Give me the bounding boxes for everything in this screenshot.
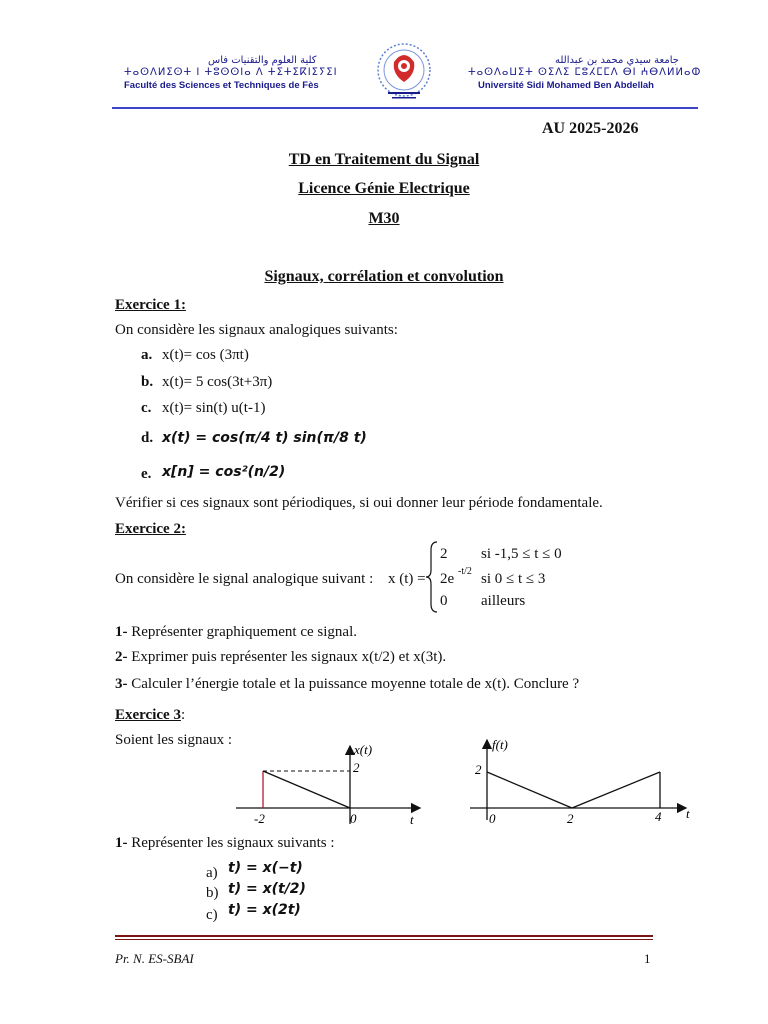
ex3-sub-formula: t) = x(2t) xyxy=(228,902,301,918)
ex2-question-num: 2- xyxy=(115,649,128,665)
footer-author: Pr. N. ES-SBAI xyxy=(115,951,194,966)
ex2-brace-icon xyxy=(425,540,439,614)
ex2-case-value: 0 xyxy=(440,593,448,609)
ex1-item-label: b. xyxy=(141,374,154,390)
ex1-item-label: a. xyxy=(141,347,153,363)
ex1-item-label: d. xyxy=(141,430,154,446)
ex3-sub-formula: t) = x(−t) xyxy=(228,860,303,876)
graph-xt-ytick: 2 xyxy=(353,760,360,775)
document-title: TD en Traitement du Signal xyxy=(288,151,480,168)
ex2-case-exponent: -t/2 xyxy=(458,566,472,577)
graph-ft-ytick: 2 xyxy=(475,762,482,777)
graph-ft-xlabel: t xyxy=(686,806,690,821)
faculty-tifinagh-name: ⵜⴰⵙⴷⵍⵉⵙⵜ ⵏ ⵜⵓⵙⵙⵏⴰ ⴷ ⵜⵉⵜⵉⴽⵏⵉⵢⵉⵏ xyxy=(124,67,338,78)
graph-ft-descending xyxy=(487,772,572,808)
ex3-question-num: 1- xyxy=(115,835,128,851)
ex3-intro: Soient les signaux : xyxy=(115,732,233,748)
graph-ft-xtick: 4 xyxy=(655,809,662,824)
ex2-case-cond: ailleurs xyxy=(481,593,526,609)
ex3-sub-label: a) xyxy=(206,865,218,881)
graph-ft-xtick: 2 xyxy=(567,811,574,826)
program-title: Licence Génie Electrique xyxy=(298,180,470,197)
graph-xt-ramp xyxy=(263,771,350,808)
ex1-heading: Exercice 1: xyxy=(115,297,186,313)
graph-xt-xlabel: t xyxy=(410,812,414,827)
academic-year: AU 2025-2026 xyxy=(542,120,639,137)
ex1-item-formula: x(t) = cos(π/4 t) sin(π/8 t) xyxy=(162,430,367,446)
ex2-question-text: Calculer l’énergie totale et la puissance moyenne totale de x(t). Conclure ? xyxy=(127,676,580,692)
ex1-item-text: x(t)= 5 cos(3t+3π) xyxy=(162,374,273,390)
ex2-case-value: 2 xyxy=(440,546,448,562)
graph-ft-ylabel: f(t) xyxy=(492,737,508,752)
ex3-sub-formula: t) = x(t/2) xyxy=(228,881,306,897)
ex1-item-formula: x[n] = cos²(n/2) xyxy=(162,464,286,480)
ex2-case-cond: si -1,5 ≤ t ≤ 0 xyxy=(481,546,562,562)
ex2-question-text: Exprimer puis représenter les signaux x(t/2) et x(3t). xyxy=(127,649,447,665)
ex1-question: Vérifier si ces signaux sont périodiques, si oui donner leur période fondamentale. xyxy=(115,495,603,511)
ex3-question-text: Représenter les signaux suivants : xyxy=(127,835,335,851)
graph-ft xyxy=(470,736,700,828)
faculty-french-name: Faculté des Sciences et Techniques de Fès xyxy=(124,80,319,91)
ex2-question-num: 1- xyxy=(115,624,128,640)
ex2-question-num: 3- xyxy=(115,676,128,692)
graph-xt-xtick: 0 xyxy=(350,811,357,826)
ex2-intro: On considère le signal analogique suivant : xyxy=(115,571,374,587)
university-crest-icon xyxy=(372,40,436,104)
ex2-case-cond: si 0 ≤ t ≤ 3 xyxy=(481,571,546,587)
ex1-item-text: x(t)= sin(t) u(t-1) xyxy=(162,400,266,416)
ex2-question-text: Représenter graphiquement ce signal. xyxy=(127,624,357,640)
footer-rule-thin xyxy=(115,939,653,940)
graph-xt xyxy=(236,740,436,828)
ex1-intro: On considère les signaux analogiques suivants: xyxy=(115,322,398,338)
header-rule xyxy=(112,107,698,109)
ex1-item-label: c. xyxy=(141,400,152,416)
faculty-arabic-name: كلية العلوم والتقنيات فاس xyxy=(208,55,317,66)
graph-ft-ascending xyxy=(572,772,660,808)
section-title: Signaux, corrélation et convolution xyxy=(264,268,504,285)
ex2-case-value: 2e xyxy=(440,571,455,587)
ex1-item-text: x(t)= cos (3πt) xyxy=(162,347,249,363)
page-number: 1 xyxy=(644,951,651,966)
ex3-sub-label: b) xyxy=(206,885,219,901)
ex3-heading-suffix: : xyxy=(180,707,186,723)
university-arabic-name: جامعة سيدي محمد بن عبدالله xyxy=(555,55,679,66)
university-french-name: Université Sidi Mohamed Ben Abdellah xyxy=(478,80,654,91)
footer-rule xyxy=(115,935,653,937)
ex3-heading: Exercice 3 xyxy=(115,707,181,723)
university-tifinagh-name: ⵜⴰⵙⴷⴰⵡⵉⵜ ⵙⵉⴷⵉ ⵎⵓⵃⵎⵎⴷ ⴱⵏ ⵄⴱⴷⵍⵍⴰⵀ xyxy=(468,67,702,78)
ex2-lhs: x (t) = xyxy=(388,571,426,587)
ex1-item-label: e. xyxy=(141,466,152,482)
graph-xt-xtick: -2 xyxy=(254,811,265,826)
graph-xt-ylabel: x(t) xyxy=(354,742,373,757)
module-code: M30 xyxy=(368,210,400,227)
ex2-heading: Exercice 2: xyxy=(115,521,186,537)
ex3-sub-label: c) xyxy=(206,907,218,923)
graph-ft-xtick: 0 xyxy=(489,811,496,826)
